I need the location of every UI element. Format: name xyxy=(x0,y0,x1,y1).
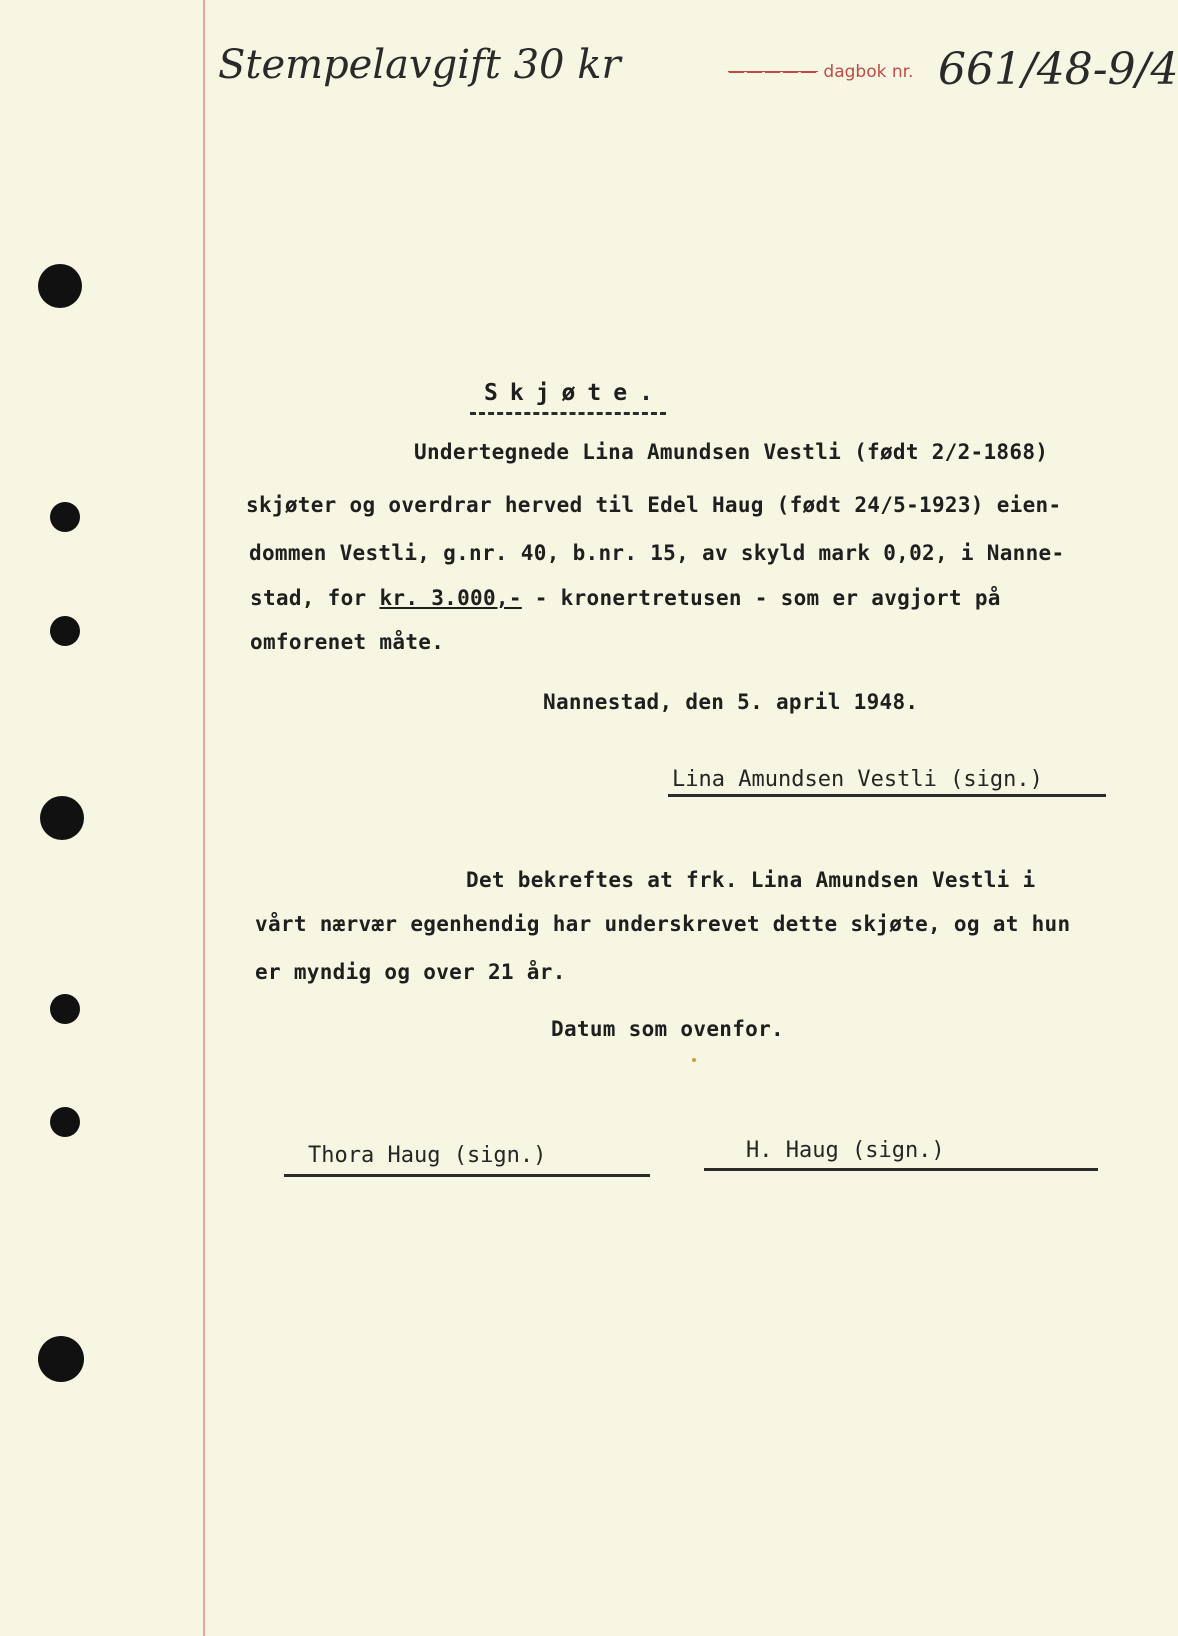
paragraph-line: er myndig og over 21 år. xyxy=(255,960,566,984)
handwritten-diary-number: 661/48-9/4 xyxy=(938,44,1178,95)
paragraph-line: omforenet måte. xyxy=(250,630,445,654)
diary-stamp xyxy=(728,62,913,82)
margin-line xyxy=(203,0,205,1636)
paragraph-line: dommen Vestli, g.nr. 40, b.nr. 15, av skyld mark 0,02, i Nanne- xyxy=(249,541,1065,565)
paragraph-line: skjøter og overdrar herved til Edel Haug (født 24/5-1923) eien- xyxy=(246,493,1062,517)
punch-hole xyxy=(50,616,80,646)
paragraph-line xyxy=(250,586,1001,610)
datum-line: Datum som ovenfor. xyxy=(551,1017,784,1041)
punch-hole xyxy=(38,1336,84,1382)
stamp-label: dagbok nr. xyxy=(823,62,914,82)
document-title: Skjøte. xyxy=(484,380,665,406)
handwritten-fee-note: Stempelavgift 30 kr xyxy=(218,42,621,88)
punch-hole xyxy=(38,264,82,308)
stamp-strike: ————— xyxy=(728,62,818,82)
price-amount: kr. 3.000,- xyxy=(379,586,522,610)
witness-signature: Thora Haug (sign.) xyxy=(308,1143,547,1168)
punch-hole xyxy=(50,1107,80,1137)
signature-line xyxy=(704,1168,1098,1171)
seller-signature: Lina Amundsen Vestli (sign.) xyxy=(672,767,1043,792)
place-date: Nannestad, den 5. april 1948. xyxy=(543,690,919,714)
paragraph-line: vårt nærvær egenhendig har underskrevet dette skjøte, og at hun xyxy=(255,912,1071,936)
paragraph-line: Undertegnede Lina Amundsen Vestli (født 2/2-1868) xyxy=(414,440,1049,464)
punch-hole xyxy=(40,796,84,840)
signature-line xyxy=(284,1174,650,1177)
title-underline xyxy=(470,412,666,415)
punch-hole xyxy=(50,502,80,532)
paragraph-text: stad, for xyxy=(250,586,380,610)
punch-hole xyxy=(50,994,80,1024)
signature-line xyxy=(668,794,1106,797)
ink-dot xyxy=(692,1058,696,1062)
paragraph-text: - kronertretusen - som er avgjort på xyxy=(521,586,1001,610)
witness-signature: H. Haug (sign.) xyxy=(746,1138,945,1163)
paragraph-line: Det bekreftes at frk. Lina Amundsen Vestli i xyxy=(466,868,1036,892)
